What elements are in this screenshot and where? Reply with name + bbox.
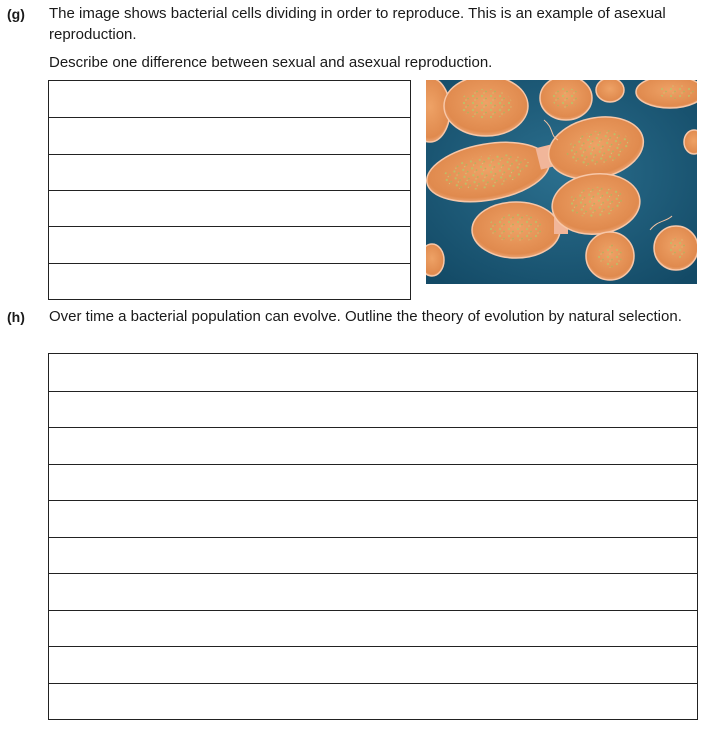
answer-box-g[interactable]: [48, 80, 411, 300]
bacterial-cell: [596, 80, 624, 102]
answer-box-h[interactable]: [48, 353, 698, 720]
bacteria-image: [426, 80, 697, 284]
answer-line: [49, 500, 697, 501]
answer-line: [49, 610, 697, 611]
bacterial-cell: [586, 232, 634, 280]
answer-line: [49, 391, 697, 392]
question-h-label: (h): [7, 309, 25, 325]
answer-line: [49, 646, 697, 647]
answer-line: [49, 573, 697, 574]
answer-line: [49, 537, 697, 538]
bacterial-cell: [444, 80, 528, 136]
bacterial-cell: [540, 80, 592, 120]
answer-line: [49, 117, 410, 118]
answer-line: [49, 226, 410, 227]
bacterial-cell: [654, 226, 697, 270]
question-h-text: Over time a bacterial population can evolve. Outline the theory of evolution by natural selection.: [49, 308, 682, 325]
question-g-text: The image shows bacterial cells dividing in order to reproduce. This is an example of asexual reproduction.: [49, 5, 666, 43]
answer-line: [49, 190, 410, 191]
answer-line: [49, 263, 410, 264]
dividing-bacterial-cell: [472, 202, 560, 258]
answer-line: [49, 683, 697, 684]
answer-line: [49, 464, 697, 465]
question-g-label: (g): [7, 6, 25, 22]
bacterial-cell: [684, 130, 697, 154]
bacterial-cell: [426, 244, 444, 276]
answer-line: [49, 427, 697, 428]
answer-line: [49, 154, 410, 155]
question-g-instruction: Describe one difference between sexual and asexual reproduction.: [49, 54, 493, 71]
